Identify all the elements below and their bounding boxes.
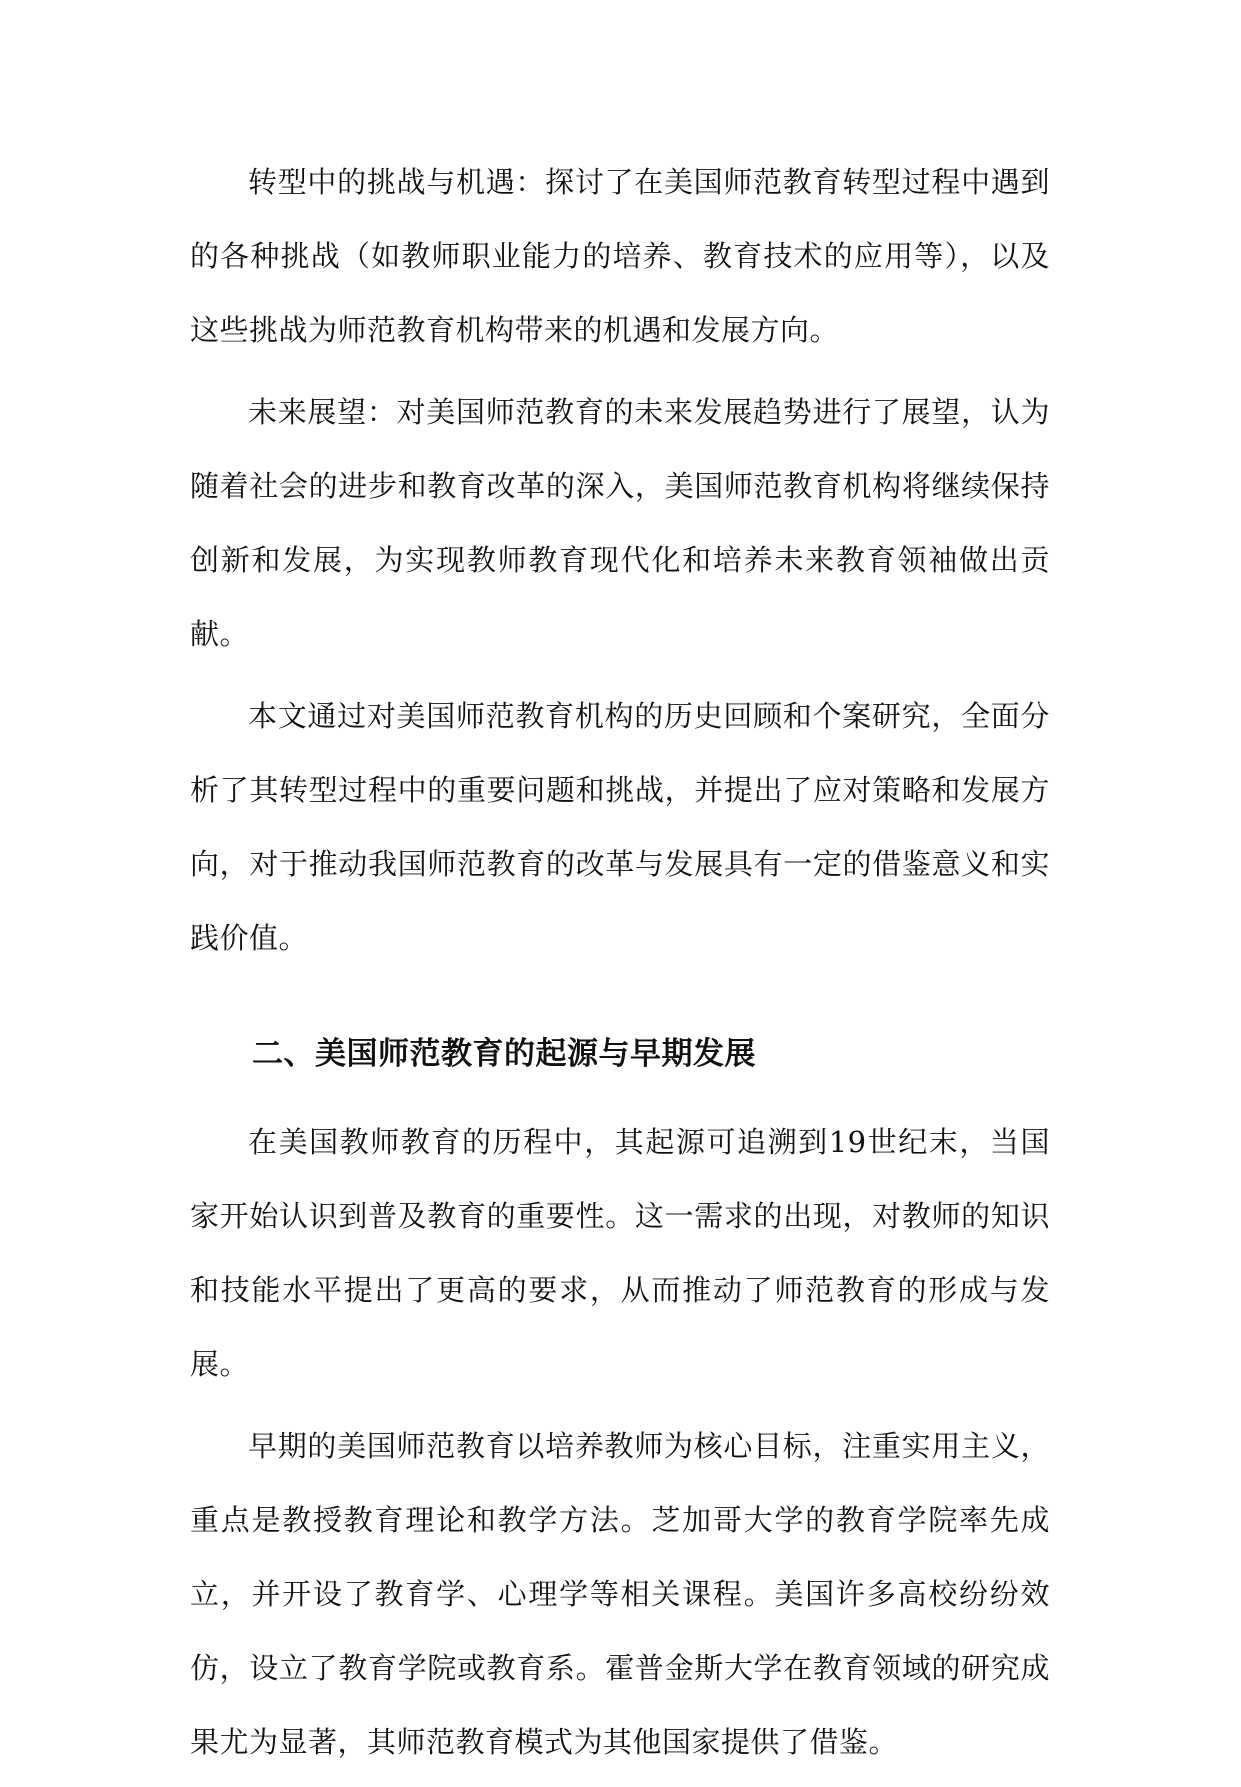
paragraph-early-development: 早期的美国师范教育以培养教师为核心目标，注重实用主义，重点是教授教育理论和教学方法。芝加哥大学的教育学院率先成立，并开设了教育学、心理学等相关课程。美国许多高校纷纷效仿，设立了教育学院或教育系。霍普金斯大学在教育领域的研究成果尤为显著，其师范教育模式为其他国家提供了借鉴。 [190, 1429, 1050, 1759]
paragraph-future-outlook: 未来展望：对美国师范教育的未来发展趋势进行了展望，认为随着社会的进步和教育改革的深入，美国师范教育机构将继续保持创新和发展，为实现教师教育现代化和培养未来教育领袖做出贡献。 [190, 395, 1050, 651]
paragraph-origins: 在美国教师教育的历程中，其起源可追溯到19世纪末，当国家开始认识到普及教育的重要性。这一需求的出现，对教师的知识和技能水平提出了更高的要求，从而推动了师范教育的形成与发展。 [190, 1125, 1050, 1381]
paragraph-summary: 本文通过对美国师范教育机构的历史回顾和个案研究，全面分析了其转型过程中的重要问题和挑战，并提出了应对策略和发展方向，对于推动我国师范教育的改革与发展具有一定的借鉴意义和实践价值。 [190, 699, 1050, 955]
paragraph-challenges-opportunities: 转型中的挑战与机遇：探讨了在美国师范教育转型过程中遇到的各种挑战（如教师职业能力的培养、教育技术的应用等），以及这些挑战为师范教育机构带来的机遇和发展方向。 [190, 165, 1050, 347]
document-body [190, 145, 1050, 1787]
section-heading: 二、美国师范教育的起源与早期发展 [252, 1036, 756, 1072]
